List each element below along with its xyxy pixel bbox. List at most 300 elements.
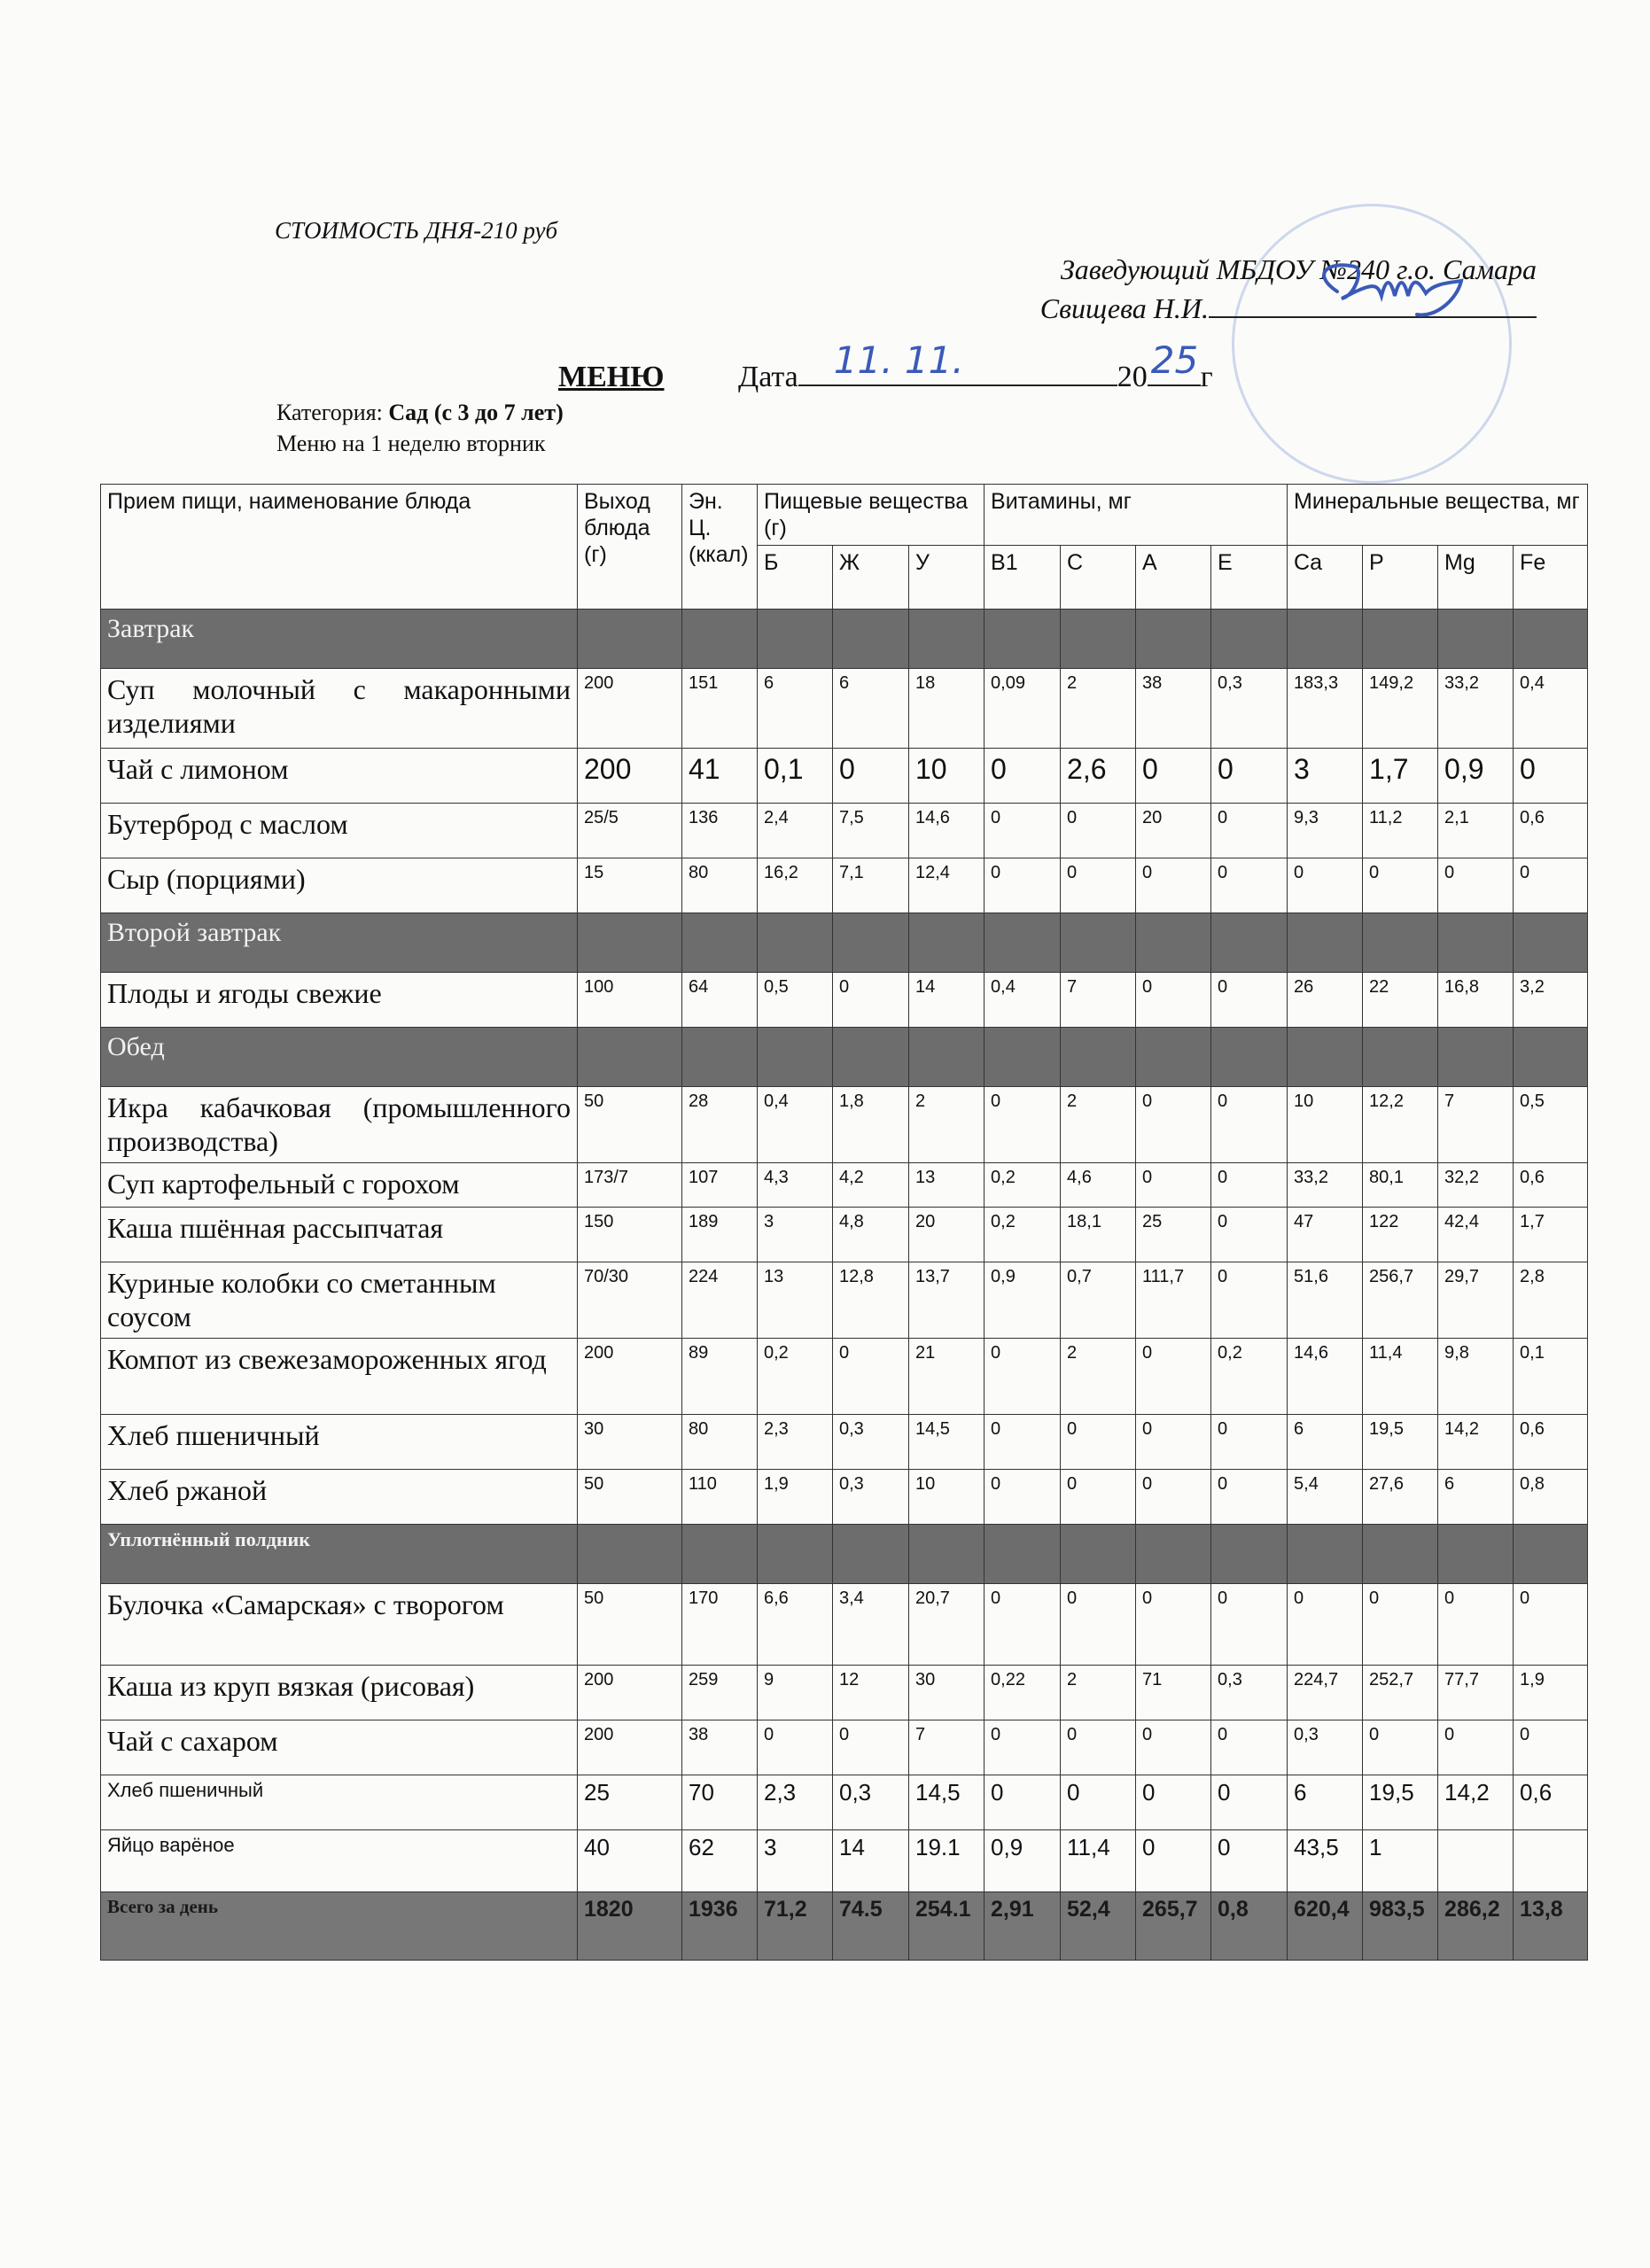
dish-name: Булочка «Самарская» с творогом (101, 1584, 578, 1666)
dish-value: 7 (909, 1720, 985, 1775)
dish-value: 25 (1136, 1208, 1211, 1262)
dish-value: 3 (1288, 749, 1363, 804)
section-cell (758, 1525, 833, 1584)
subheader-p: P (1363, 546, 1438, 610)
dish-value: 3,4 (833, 1584, 909, 1666)
dish-value: 0,6 (1514, 1775, 1588, 1830)
dish-value: 80 (682, 1415, 758, 1470)
menu-title-row (558, 338, 1213, 394)
dish-row (101, 1262, 1588, 1339)
dish-name: Бутерброд с маслом (101, 804, 578, 858)
dish-value: 1,8 (833, 1087, 909, 1163)
dish-value: 0 (1211, 1262, 1288, 1339)
dish-value: 70 (682, 1775, 758, 1830)
day-cost: СТОИМОСТЬ ДНЯ-210 руб (275, 217, 558, 244)
dish-value: 0,9 (1438, 749, 1514, 804)
subheader-mg: Mg (1438, 546, 1514, 610)
dish-value: 40 (578, 1830, 682, 1892)
dish-value: 70/30 (578, 1262, 682, 1339)
dish-value: 0,6 (1514, 804, 1588, 858)
section-cell (909, 1028, 985, 1087)
dish-value: 12,4 (909, 858, 985, 913)
dish-value: 0 (1211, 1208, 1288, 1262)
dish-value: 0 (1438, 1720, 1514, 1775)
dish-value: 0 (1363, 858, 1438, 913)
dish-name: Каша из круп вязкая (рисовая) (101, 1666, 578, 1720)
section-cell (1514, 610, 1588, 669)
dish-value: 2,8 (1514, 1262, 1588, 1339)
dish-value: 0 (1136, 1775, 1211, 1830)
dish-value: 19,5 (1363, 1415, 1438, 1470)
dish-value: 9,3 (1288, 804, 1363, 858)
dish-value: 18 (909, 669, 985, 749)
dish-name: Яйцо варёное (101, 1830, 578, 1892)
dish-row (101, 1470, 1588, 1525)
date-value: 11. 11. (833, 338, 964, 382)
total-value: 0,8 (1211, 1892, 1288, 1961)
dish-value: 256,7 (1363, 1262, 1438, 1339)
section-cell (1061, 913, 1136, 973)
dish-value: 0,4 (1514, 669, 1588, 749)
dish-value: 2,3 (758, 1775, 833, 1830)
menu-title: МЕНЮ (558, 361, 665, 393)
dish-row (101, 1163, 1588, 1208)
dish-value: 0 (833, 1339, 909, 1415)
dish-value: 43,5 (1288, 1830, 1363, 1892)
dish-value: 0 (1136, 973, 1211, 1028)
dish-value: 0,3 (1211, 669, 1288, 749)
dish-value: 0 (1211, 1087, 1288, 1163)
dish-value: 1,9 (1514, 1666, 1588, 1720)
dish-value: 0 (1061, 1415, 1136, 1470)
dish-value: 27,6 (1363, 1470, 1438, 1525)
dish-value: 42,4 (1438, 1208, 1514, 1262)
dish-value: 0 (1211, 1470, 1288, 1525)
total-value: 74.5 (833, 1892, 909, 1961)
dish-value: 0 (985, 1415, 1061, 1470)
dish-value: 33,2 (1438, 669, 1514, 749)
dish-value: 21 (909, 1339, 985, 1415)
dish-value: 0,3 (1288, 1720, 1363, 1775)
dish-value: 33,2 (1288, 1163, 1363, 1208)
section-cell (1288, 1028, 1363, 1087)
dish-value: 3 (758, 1208, 833, 1262)
dish-value: 259 (682, 1666, 758, 1720)
dish-value: 80 (682, 858, 758, 913)
dish-value: 7,5 (833, 804, 909, 858)
dish-value: 1,7 (1514, 1208, 1588, 1262)
dish-value: 0 (1061, 1720, 1136, 1775)
section-cell (1211, 1028, 1288, 1087)
dish-value: 64 (682, 973, 758, 1028)
dish-value: 30 (909, 1666, 985, 1720)
dish-value: 0,7 (1061, 1262, 1136, 1339)
dish-row (101, 1830, 1588, 1892)
dish-value: 224,7 (1288, 1666, 1363, 1720)
dish-value: 0,3 (833, 1470, 909, 1525)
total-value: 1936 (682, 1892, 758, 1961)
dish-value: 0 (1211, 858, 1288, 913)
dish-value: 0 (1211, 804, 1288, 858)
dish-value: 41 (682, 749, 758, 804)
dish-value: 15 (578, 858, 682, 913)
dish-value: 0 (1514, 1720, 1588, 1775)
dish-value: 2,4 (758, 804, 833, 858)
total-value: 13,8 (1514, 1892, 1588, 1961)
section-title: Завтрак (101, 610, 578, 669)
dish-row (101, 1666, 1588, 1720)
dish-value: 0 (1363, 1584, 1438, 1666)
dish-value: 0 (985, 1087, 1061, 1163)
dish-value: 0,9 (985, 1262, 1061, 1339)
dish-value: 2 (1061, 1339, 1136, 1415)
dish-value: 0 (1136, 1584, 1211, 1666)
dish-value: 14,2 (1438, 1775, 1514, 1830)
dish-value: 0 (985, 858, 1061, 913)
section-title: Второй завтрак (101, 913, 578, 973)
subheader-fat: Ж (833, 546, 909, 610)
total-value: 983,5 (1363, 1892, 1438, 1961)
dish-value: 62 (682, 1830, 758, 1892)
dish-value: 252,7 (1363, 1666, 1438, 1720)
header-nutrients: Пищевые вещества (г) (758, 485, 985, 546)
dish-value: 150 (578, 1208, 682, 1262)
section-cell (578, 913, 682, 973)
dish-value: 2 (1061, 1087, 1136, 1163)
section-cell (1136, 1525, 1211, 1584)
dish-value: 0,3 (1211, 1666, 1288, 1720)
dish-value: 80,1 (1363, 1163, 1438, 1208)
dish-value: 0 (833, 749, 909, 804)
dish-name: Чай с сахаром (101, 1720, 578, 1775)
dish-value: 0 (1288, 1584, 1363, 1666)
dish-value: 149,2 (1363, 669, 1438, 749)
week-caption: Меню на 1 неделю вторник (276, 431, 546, 456)
dish-value: 0 (1211, 1415, 1288, 1470)
dish-value: 0 (1438, 858, 1514, 913)
dish-value: 11,4 (1061, 1830, 1136, 1892)
section-cell (985, 913, 1061, 973)
dish-value: 7,1 (833, 858, 909, 913)
dish-value: 0 (1136, 1087, 1211, 1163)
section-cell (1211, 610, 1288, 669)
dish-row (101, 804, 1588, 858)
subheader-protein: Б (758, 546, 833, 610)
dish-value: 0,9 (985, 1830, 1061, 1892)
dish-value: 0 (1514, 858, 1588, 913)
dish-value: 9,8 (1438, 1339, 1514, 1415)
section-cell (682, 1028, 758, 1087)
dish-value: 0,1 (1514, 1339, 1588, 1415)
section-cell (1061, 1525, 1136, 1584)
section-cell (1438, 913, 1514, 973)
dish-value: 28 (682, 1087, 758, 1163)
section-cell (578, 1028, 682, 1087)
section-cell (1136, 913, 1211, 973)
year-suffix: г (1200, 361, 1213, 393)
category-label: Категория: (276, 400, 383, 425)
dish-value: 0 (1211, 1775, 1288, 1830)
dish-value: 4,2 (833, 1163, 909, 1208)
dish-value: 200 (578, 1339, 682, 1415)
dish-value: 0 (985, 1470, 1061, 1525)
dish-row (101, 669, 1588, 749)
dish-value: 25/5 (578, 804, 682, 858)
dish-row (101, 858, 1588, 913)
section-cell (682, 913, 758, 973)
dish-value: 200 (578, 669, 682, 749)
section-cell (1211, 1525, 1288, 1584)
section-cell (909, 1525, 985, 1584)
header-row (101, 485, 1588, 546)
date-label: Дата (738, 361, 798, 393)
dish-value: 6 (1438, 1470, 1514, 1525)
dish-value: 26 (1288, 973, 1363, 1028)
dish-value: 3 (758, 1830, 833, 1892)
dish-value: 13 (758, 1262, 833, 1339)
section-cell (1211, 913, 1288, 973)
header-vitamins: Витамины, мг (985, 485, 1288, 546)
dish-value: 183,3 (1288, 669, 1363, 749)
dish-value: 0 (1136, 749, 1211, 804)
section-cell (1136, 610, 1211, 669)
dish-value: 0 (985, 1339, 1061, 1415)
section-cell (578, 610, 682, 669)
dish-value: 0 (1136, 1163, 1211, 1208)
dish-value (1514, 1830, 1588, 1892)
dish-value: 0 (1061, 1775, 1136, 1830)
dish-value: 151 (682, 669, 758, 749)
dish-row (101, 1415, 1588, 1470)
section-cell (985, 610, 1061, 669)
section-cell (909, 913, 985, 973)
dish-value: 100 (578, 973, 682, 1028)
dish-value: 14 (909, 973, 985, 1028)
dish-row (101, 973, 1588, 1028)
dish-name: Икра кабачковая (промышленного производства) (101, 1087, 578, 1163)
dish-value: 0 (1136, 1470, 1211, 1525)
subheader-b1: B1 (985, 546, 1061, 610)
dish-value: 0,6 (1514, 1415, 1588, 1470)
dish-value: 32,2 (1438, 1163, 1514, 1208)
dish-value: 0 (1061, 1470, 1136, 1525)
dish-value: 200 (578, 749, 682, 804)
dish-value: 0,6 (1514, 1163, 1588, 1208)
dish-value: 16,8 (1438, 973, 1514, 1028)
dish-value: 0 (985, 749, 1061, 804)
dish-name: Суп картофельный с горохом (101, 1163, 578, 1208)
dish-value: 14,6 (1288, 1339, 1363, 1415)
dish-value: 14,5 (909, 1775, 985, 1830)
dish-name: Плоды и ягоды свежие (101, 973, 578, 1028)
dish-value: 0 (1514, 1584, 1588, 1666)
dish-value: 0,4 (758, 1087, 833, 1163)
dish-value: 0 (985, 1775, 1061, 1830)
dish-value: 0 (1136, 1339, 1211, 1415)
dish-value: 20 (1136, 804, 1211, 858)
section-cell (1363, 610, 1438, 669)
dish-value: 6 (1288, 1415, 1363, 1470)
dish-value: 0 (758, 1720, 833, 1775)
dish-value: 14,6 (909, 804, 985, 858)
dish-value: 2,6 (1061, 749, 1136, 804)
dish-value: 1 (1363, 1830, 1438, 1892)
dish-value: 0,2 (985, 1163, 1061, 1208)
section-cell (833, 610, 909, 669)
dish-value: 0 (1211, 1584, 1288, 1666)
subheader-fe: Fe (1514, 546, 1588, 610)
dish-value: 20 (909, 1208, 985, 1262)
dish-row (101, 1720, 1588, 1775)
section-row (101, 1525, 1588, 1584)
dish-value: 0 (1136, 858, 1211, 913)
official-stamp (1232, 204, 1512, 484)
dish-name: Сыр (порциями) (101, 858, 578, 913)
dish-value: 89 (682, 1339, 758, 1415)
section-cell (1363, 913, 1438, 973)
dish-value: 6 (1288, 1775, 1363, 1830)
dish-value: 0 (833, 1720, 909, 1775)
total-row (101, 1892, 1588, 1961)
dish-value: 189 (682, 1208, 758, 1262)
dish-value: 0 (1211, 1720, 1288, 1775)
dish-value: 0 (985, 1584, 1061, 1666)
dish-value: 0 (985, 804, 1061, 858)
header-minerals: Минеральные вещества, мг (1288, 485, 1588, 546)
date-field (798, 338, 1117, 386)
dish-value: 173/7 (578, 1163, 682, 1208)
section-cell (1061, 1028, 1136, 1087)
section-cell (682, 1525, 758, 1584)
header-output: Выход блюда (г) (578, 485, 682, 610)
dish-value: 200 (578, 1720, 682, 1775)
dish-value: 111,7 (1136, 1262, 1211, 1339)
section-cell (985, 1525, 1061, 1584)
section-cell (1514, 1028, 1588, 1087)
section-title: Обед (101, 1028, 578, 1087)
section-title: Уплотнённый полдник (101, 1525, 578, 1584)
dish-row (101, 1339, 1588, 1415)
dish-value: 0 (1514, 749, 1588, 804)
dish-value: 47 (1288, 1208, 1363, 1262)
dish-value: 38 (682, 1720, 758, 1775)
category-value: Сад (с 3 до 7 лет) (388, 400, 564, 425)
dish-value: 12 (833, 1666, 909, 1720)
dish-name: Хлеб пшеничный (101, 1415, 578, 1470)
dish-value: 2 (1061, 1666, 1136, 1720)
dish-value: 0 (1061, 1584, 1136, 1666)
section-cell (833, 1525, 909, 1584)
dish-value: 50 (578, 1087, 682, 1163)
dish-value: 1,9 (758, 1470, 833, 1525)
dish-value: 6 (833, 669, 909, 749)
section-cell (578, 1525, 682, 1584)
total-value: 52,4 (1061, 1892, 1136, 1961)
dish-value: 10 (1288, 1087, 1363, 1163)
section-row (101, 1028, 1588, 1087)
dish-value: 224 (682, 1262, 758, 1339)
dish-value: 0 (1136, 1720, 1211, 1775)
dish-value: 2 (909, 1087, 985, 1163)
dish-row (101, 1087, 1588, 1163)
total-value: 2,91 (985, 1892, 1061, 1961)
dish-value: 6 (758, 669, 833, 749)
section-cell (1514, 1525, 1588, 1584)
dish-value: 0,3 (833, 1775, 909, 1830)
dish-value: 107 (682, 1163, 758, 1208)
dish-name: Суп молочный с макаронными изделиями (101, 669, 578, 749)
dish-value: 4,6 (1061, 1163, 1136, 1208)
dish-row (101, 1584, 1588, 1666)
dish-value: 14,5 (909, 1415, 985, 1470)
dish-name: Чай с лимоном (101, 749, 578, 804)
dish-value: 4,8 (833, 1208, 909, 1262)
dish-name: Каша пшённая рассыпчатая (101, 1208, 578, 1262)
dish-value: 0 (833, 973, 909, 1028)
director-block (1040, 250, 1537, 328)
subheader-a: A (1136, 546, 1211, 610)
dish-value: 200 (578, 1666, 682, 1720)
subheader-carbs: У (909, 546, 985, 610)
section-cell (909, 610, 985, 669)
section-cell (758, 913, 833, 973)
dish-value: 50 (578, 1584, 682, 1666)
dish-value: 9 (758, 1666, 833, 1720)
director-name: Свищева Н.И. (1039, 292, 1209, 324)
dish-row (101, 1775, 1588, 1830)
dish-value: 170 (682, 1584, 758, 1666)
dish-value: 18,1 (1061, 1208, 1136, 1262)
section-cell (1438, 610, 1514, 669)
dish-value: 4,3 (758, 1163, 833, 1208)
section-row (101, 610, 1588, 669)
dish-value: 0,2 (985, 1208, 1061, 1262)
dish-value: 10 (909, 1470, 985, 1525)
dish-value: 51,6 (1288, 1262, 1363, 1339)
dish-value: 0,22 (985, 1666, 1061, 1720)
dish-name: Хлеб пшеничный (101, 1775, 578, 1830)
dish-name: Куриные колобки со сметанным соусом (101, 1262, 578, 1339)
category (276, 400, 564, 426)
director-title: Заведующий МБДОУ №240 г.о. Самара (1060, 253, 1537, 285)
dish-value: 11,4 (1363, 1339, 1438, 1415)
dish-value: 0 (1136, 1415, 1211, 1470)
dish-value: 3,2 (1514, 973, 1588, 1028)
dish-value: 25 (578, 1775, 682, 1830)
dish-value: 50 (578, 1470, 682, 1525)
section-cell (682, 610, 758, 669)
dish-value: 0,3 (833, 1415, 909, 1470)
dish-value: 0 (1061, 858, 1136, 913)
section-cell (1061, 610, 1136, 669)
dish-value: 1,7 (1363, 749, 1438, 804)
dish-value: 0,5 (758, 973, 833, 1028)
subheader-e: E (1211, 546, 1288, 610)
dish-row (101, 749, 1588, 804)
total-value: 286,2 (1438, 1892, 1514, 1961)
dish-value: 110 (682, 1470, 758, 1525)
dish-value: 13 (909, 1163, 985, 1208)
dish-value: 2 (1061, 669, 1136, 749)
dish-value: 2,1 (1438, 804, 1514, 858)
section-cell (1438, 1028, 1514, 1087)
section-cell (833, 913, 909, 973)
dish-value: 0 (1211, 1163, 1288, 1208)
dish-value: 13,7 (909, 1262, 985, 1339)
dish-value (1438, 1830, 1514, 1892)
section-cell (1136, 1028, 1211, 1087)
year-prefix: 20 (1117, 361, 1148, 393)
